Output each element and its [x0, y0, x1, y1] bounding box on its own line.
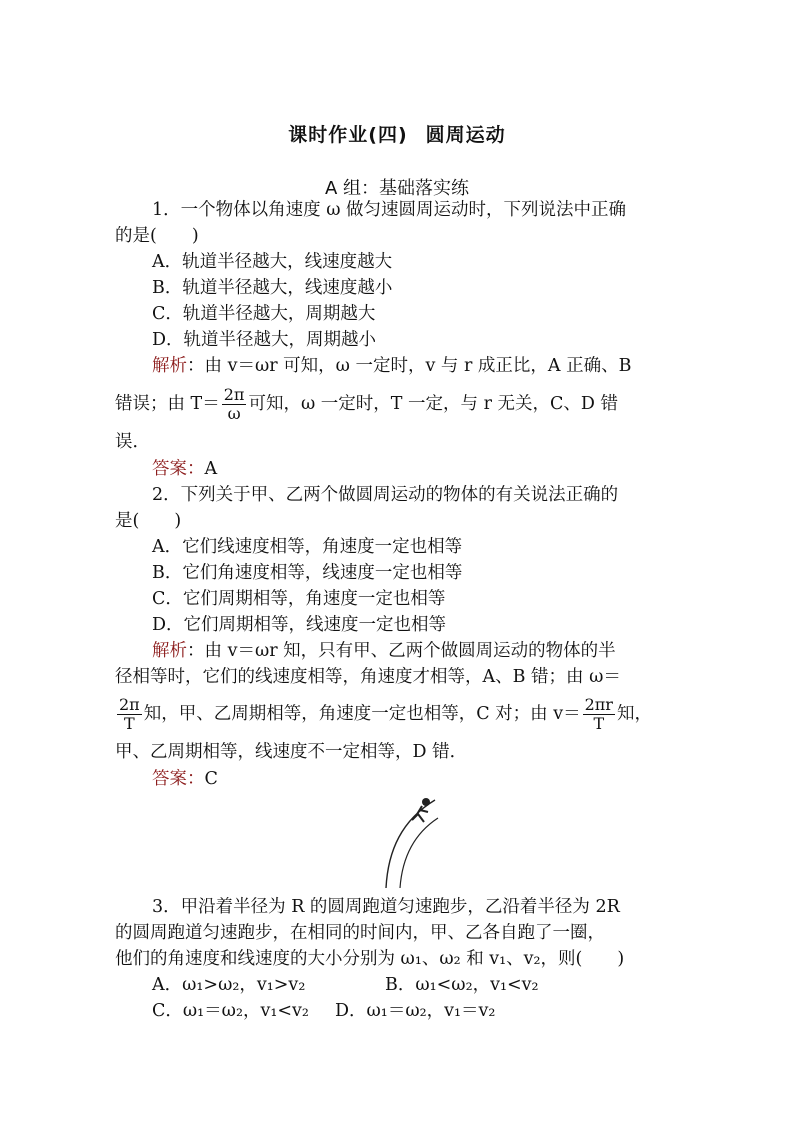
q3-option-c: C．ω₁＝ω₂，v₁<v₂ — [152, 1001, 309, 1021]
q2-fraction-1-denominator: T — [124, 714, 135, 733]
runner-body — [412, 806, 428, 822]
q2-stem-line-1: 2．下列关于甲、乙两个做圆周运动的物体的有关说法正确的 — [152, 485, 619, 505]
inner-track-arc — [400, 818, 438, 888]
q1-analysis-line-3: 误． — [115, 432, 150, 452]
q2-analysis-line-2: 径相等时，它们的线速度相等，角速度才相等，A、B 错；由 ω＝ — [115, 667, 621, 687]
q1-option-c: C．轨道半径越大，周期越大 — [152, 304, 376, 324]
q2-fraction-1 — [117, 696, 142, 733]
q1-stem-line-2: 的是( ) — [115, 226, 199, 246]
q1-analysis-text-1: ：由 v＝ωr 可知，ω 一定时，v 与 r 成正比，A 正确、B — [187, 356, 632, 376]
q2-fraction-2-numerator: 2πr — [584, 695, 613, 714]
q1-analysis-text-2a: 错误；由 T＝ — [115, 394, 220, 414]
q1-option-d: D．轨道半径越大，周期越小 — [152, 330, 377, 350]
q2-analysis-text-3b: 知， — [616, 704, 652, 724]
q2-answer — [152, 767, 722, 791]
q1-answer — [152, 457, 722, 481]
q2-fraction-1-numerator: 2π — [119, 695, 140, 714]
title-part-1: 课时作业(四) — [288, 124, 408, 146]
runner-head — [422, 798, 430, 806]
q3-stem-line-3: 他们的角速度和线速度的大小分别为 ω₁、ω₂ 和 v₁、v₂，则( ) — [115, 949, 625, 969]
page-title — [0, 120, 794, 147]
q2-answer-label: 答案： — [152, 769, 205, 789]
q1-fraction — [222, 386, 247, 423]
q1-analysis-line-1 — [152, 354, 722, 378]
q1-analysis-text-2b: 可知，ω 一定时，T 一定，与 r 无关，C、D 错 — [248, 394, 618, 414]
outer-track-arc — [386, 800, 435, 888]
q1-answer-value: A — [204, 459, 218, 479]
q1-option-b: B．轨道半径越大，线速度越小 — [152, 278, 393, 298]
q2-fraction-2 — [583, 696, 615, 733]
q2-option-b: B．它们角速度相等，线速度一定也相等 — [152, 563, 463, 583]
q2-option-c: C．它们周期相等，角速度一定也相等 — [152, 589, 446, 609]
q2-stem-line-2: 是( ) — [115, 511, 182, 531]
q2-analysis-text-1: ：由 v＝ωr 知，只有甲、乙两个做圆周运动的物体的半 — [187, 641, 616, 661]
q2-analysis-text-3a: 知，甲、乙周期相等，角速度一定也相等，C 对；由 v＝ — [143, 704, 581, 724]
q2-answer-value: C — [204, 769, 218, 789]
q1-analysis-label: 解析 — [152, 356, 187, 376]
q3-option-d: D．ω₁＝ω₂，v₁＝v₂ — [335, 1001, 496, 1021]
q1-analysis-line-2 — [115, 384, 685, 424]
q2-analysis-line-1 — [152, 639, 722, 663]
q3-stem-line-2: 的圆周跑道匀速跑步，在相同的时间内，甲、乙各自跑了一圈， — [115, 923, 605, 943]
q2-analysis-line-4: 甲、乙周期相等，线速度不一定相等，D 错． — [115, 742, 468, 762]
q1-fraction-denominator: ω — [227, 404, 241, 423]
q2-option-a: A．它们线速度相等，角速度一定也相等 — [152, 537, 463, 557]
q1-option-a: A．轨道半径越大，线速度越大 — [152, 252, 393, 272]
q3-option-b: B．ω₁<ω₂，v₁<v₂ — [385, 975, 539, 995]
q1-fraction-numerator: 2π — [223, 385, 245, 404]
q1-answer-label: 答案： — [152, 459, 205, 479]
runner-on-track-figure — [380, 790, 450, 890]
q3-stem-line-1: 3．甲沿着半径为 R 的圆周跑道匀速跑步，乙沿着半径为 2R — [152, 897, 620, 917]
q1-stem-line-1: 1．一个物体以角速度 ω 做匀速圆周运动时，下列说法中正确 — [152, 200, 627, 220]
title-part-2: 圆周运动 — [425, 124, 506, 146]
q2-analysis-label: 解析 — [152, 641, 187, 661]
q2-fraction-2-denominator: T — [593, 714, 605, 733]
q3-option-a: A．ω₁>ω₂，v₁>v₂ — [152, 975, 306, 995]
q2-analysis-line-3 — [115, 692, 685, 736]
q2-option-d: D．它们周期相等，线速度一定也相等 — [152, 615, 447, 635]
section-heading: A 组：基础落实练 — [324, 178, 470, 199]
